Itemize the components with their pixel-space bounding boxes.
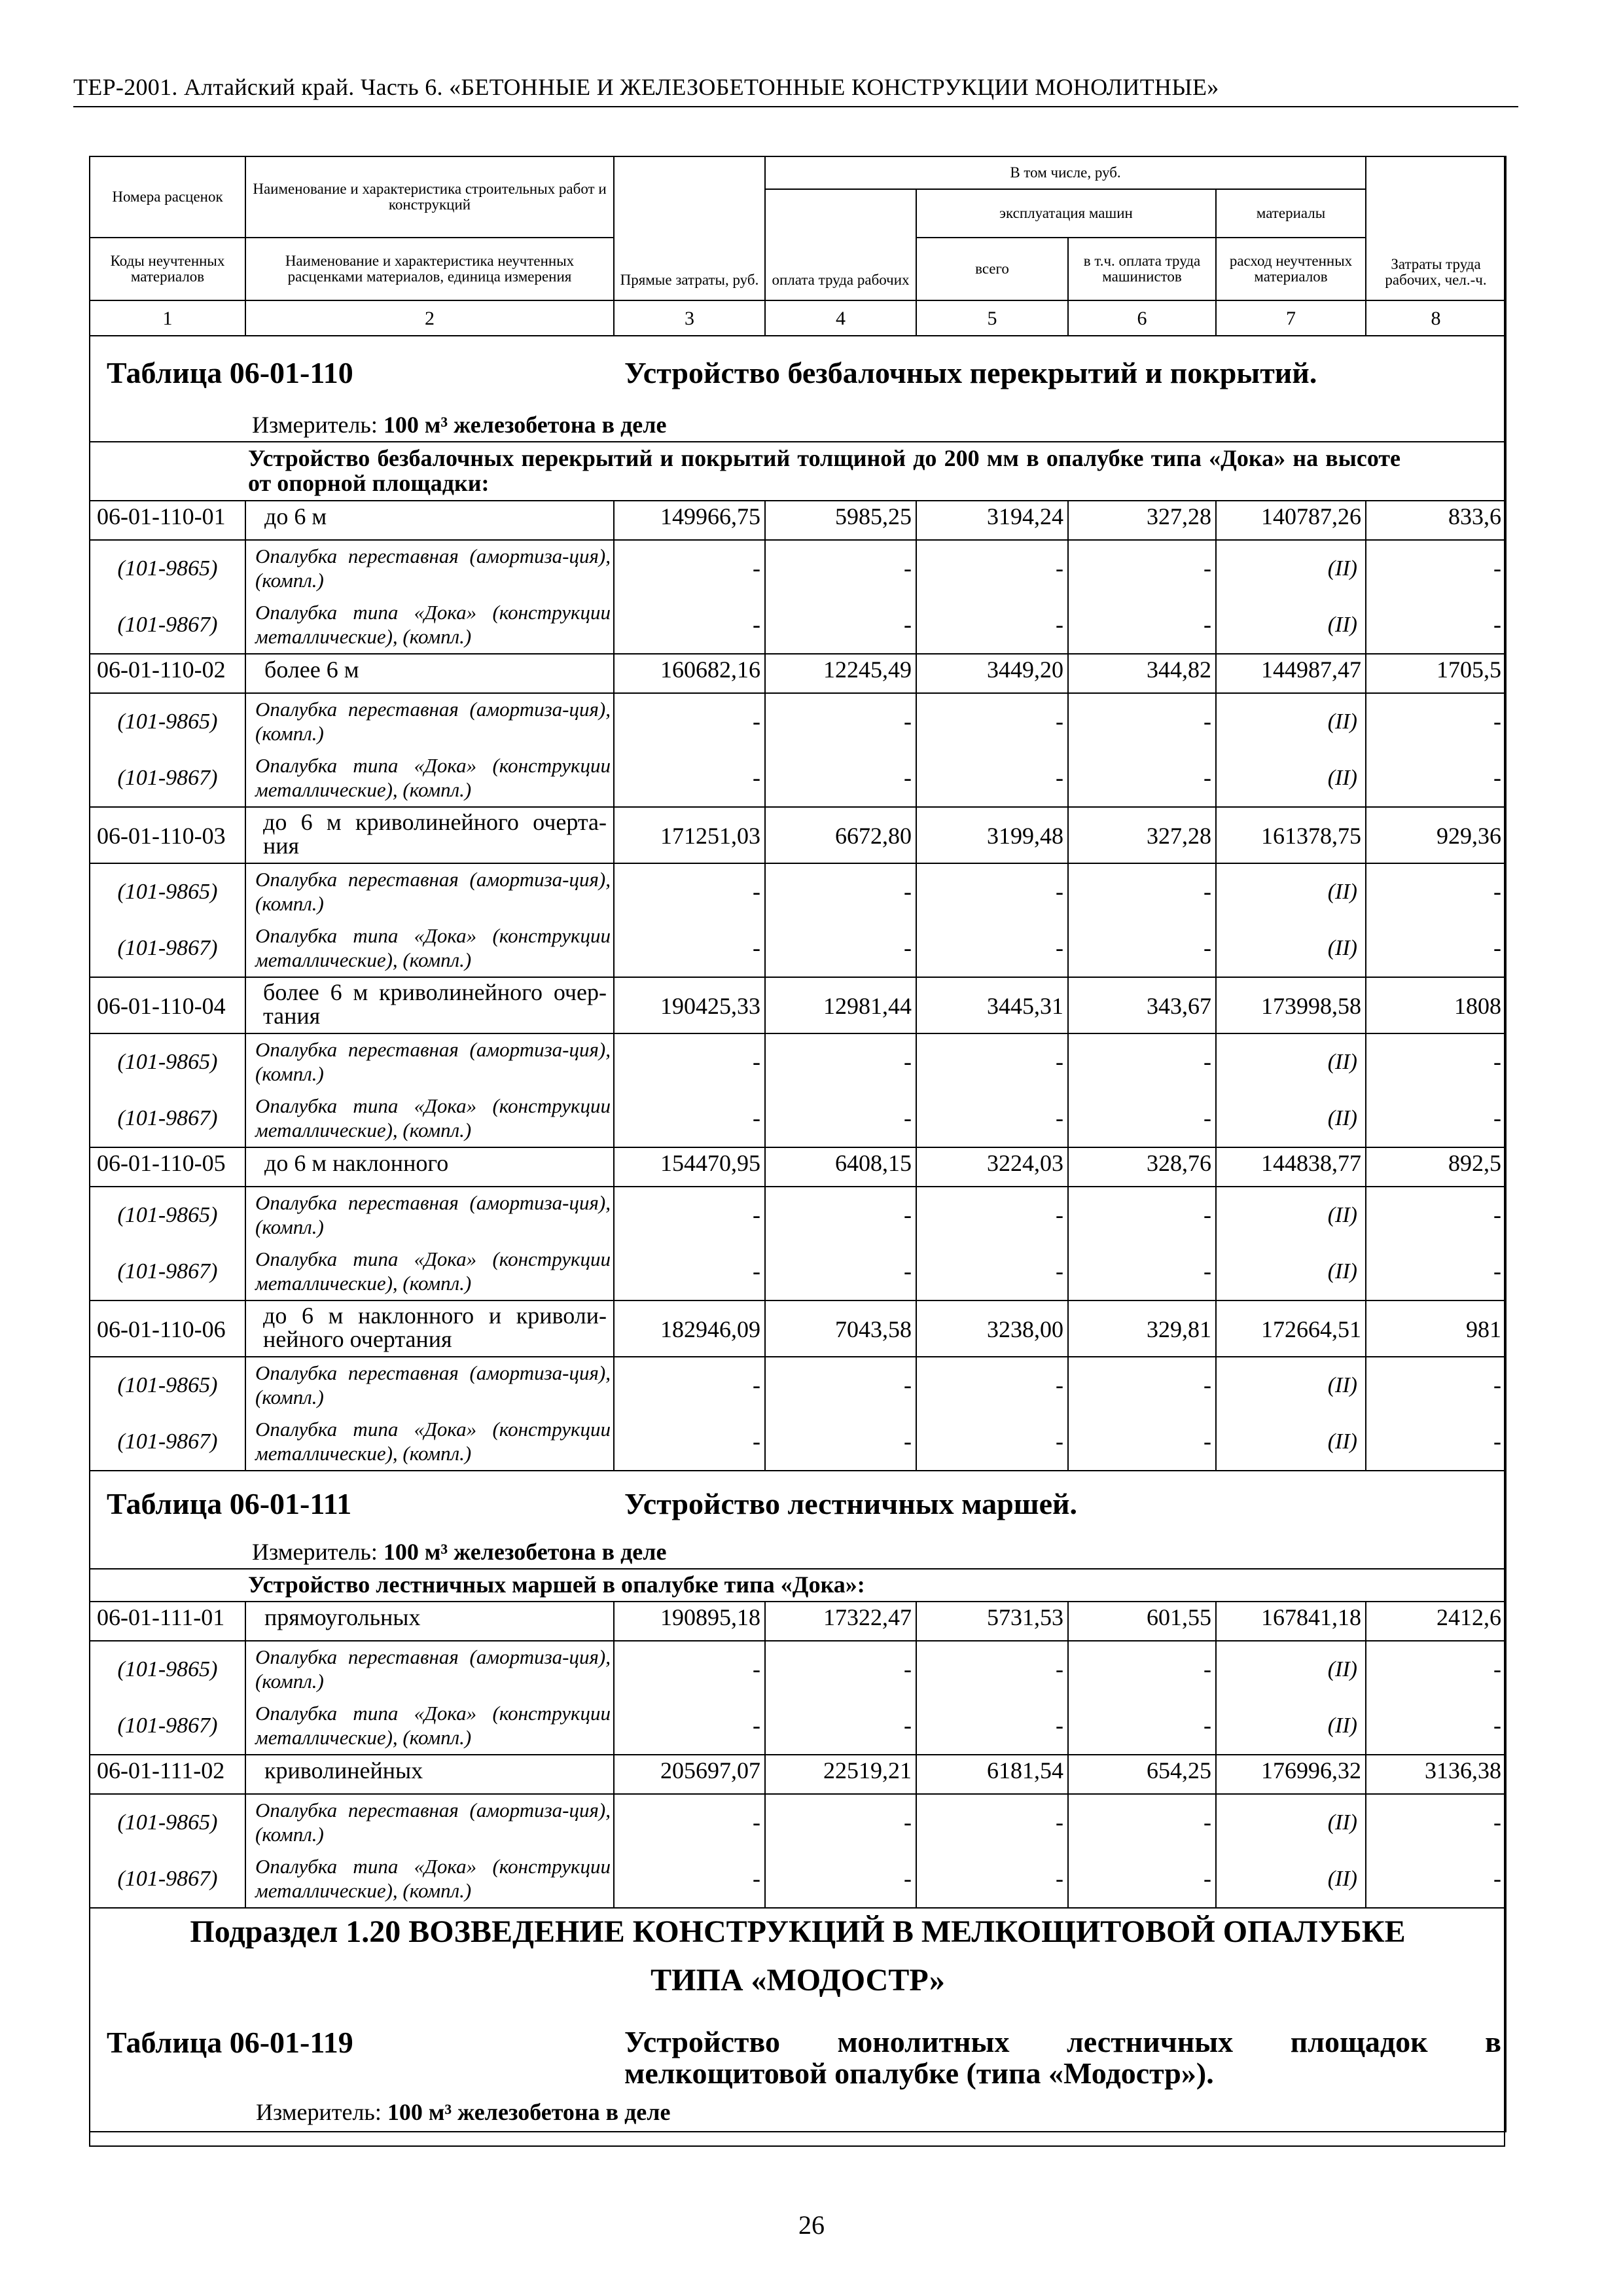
dash-cell: - xyxy=(1068,920,1216,977)
dash-cell: - xyxy=(614,1244,765,1300)
dash-cell: - xyxy=(765,1244,916,1300)
value-c5: 6181,54 xyxy=(916,1755,1068,1794)
dash-cell: - xyxy=(1366,1357,1506,1414)
dash-cell: - xyxy=(1366,1698,1506,1755)
dash-cell: - xyxy=(614,540,765,597)
value-c7: 167841,18 xyxy=(1216,1602,1366,1641)
value-c6: 327,28 xyxy=(1068,501,1216,540)
hdr-col2-bottom: Наименование и характеристика неучтенных расценками материалов, единица измерения xyxy=(245,238,614,300)
dash-cell: - xyxy=(1366,750,1506,807)
rate-code: 06-01-110-02 xyxy=(90,654,245,693)
dash-cell: - xyxy=(916,1698,1068,1755)
col-num: 7 xyxy=(1216,300,1366,336)
material-ii: (II) xyxy=(1216,1414,1366,1471)
hdr-col4: оплата труда рабочих xyxy=(765,189,916,300)
material-code: (101-9865) xyxy=(90,693,245,750)
value-c6: 344,82 xyxy=(1068,654,1216,693)
material-row xyxy=(90,540,1506,597)
value-c8: 892,5 xyxy=(1366,1147,1506,1187)
value-c3: 149966,75 xyxy=(614,501,765,540)
material-ii: (II) xyxy=(1216,597,1366,654)
dash-cell: - xyxy=(1366,1851,1506,1908)
dash-cell: - xyxy=(1068,1641,1216,1698)
material-code: (101-9865) xyxy=(90,863,245,920)
rates-table xyxy=(89,156,1507,2132)
dash-cell: - xyxy=(916,863,1068,920)
value-c4: 12981,44 xyxy=(765,977,916,1033)
subsection-title-line1: Подраздел 1.20 ВОЗВЕДЕНИЕ КОНСТРУКЦИЙ В МЕЛКОЩИТОВОЙ ОПАЛУБКЕ xyxy=(190,1914,1406,1949)
dash-cell: - xyxy=(614,1033,765,1090)
material-row xyxy=(90,1033,1506,1090)
value-c8: 929,36 xyxy=(1366,807,1506,863)
dash-cell: - xyxy=(1068,750,1216,807)
value-c6: 601,55 xyxy=(1068,1602,1216,1641)
dash-cell: - xyxy=(614,920,765,977)
dash-cell: - xyxy=(614,1698,765,1755)
dash-cell: - xyxy=(916,1794,1068,1851)
dash-cell: - xyxy=(765,1794,916,1851)
value-c4: 5985,25 xyxy=(765,501,916,540)
header-rule xyxy=(73,106,1518,107)
subsection-title-line2: ТИПА «МОДОСТР» xyxy=(651,1963,945,1998)
table-row xyxy=(90,807,1506,863)
table-111-measure-value: 100 м³ железобетона в деле xyxy=(383,1538,667,1565)
value-c8: 1808 xyxy=(1366,977,1506,1033)
hdr-machines: эксплуатация машин xyxy=(916,189,1216,238)
material-row xyxy=(90,1090,1506,1147)
value-c5: 3194,24 xyxy=(916,501,1068,540)
material-name: Опалубка типа «Дока» (конструкции металлические), (компл.) xyxy=(245,1414,614,1471)
dash-cell: - xyxy=(1068,1794,1216,1851)
material-name: Опалубка типа «Дока» (конструкции металлические), (компл.) xyxy=(245,1698,614,1755)
dash-cell: - xyxy=(765,1698,916,1755)
col-num: 1 xyxy=(90,300,245,336)
work-name: до 6 м криволинейного очерта-ния xyxy=(245,807,614,863)
material-code: (101-9867) xyxy=(90,1244,245,1300)
value-c5: 3199,48 xyxy=(916,807,1068,863)
material-name: Опалубка переставная (амортиза-ция), (компл.) xyxy=(245,693,614,750)
dash-cell: - xyxy=(765,1851,916,1908)
material-name: Опалубка переставная (амортиза-ция), (компл.) xyxy=(245,1187,614,1244)
dash-cell: - xyxy=(614,1851,765,1908)
dash-cell: - xyxy=(916,1244,1068,1300)
table-111-title: Таблица 06-01-111 xyxy=(107,1487,352,1520)
work-name: более 6 м xyxy=(245,654,614,693)
dash-cell: - xyxy=(1366,863,1506,920)
dash-cell: - xyxy=(614,1794,765,1851)
material-name: Опалубка типа «Дока» (конструкции металлические), (компл.) xyxy=(245,597,614,654)
value-c5: 5731,53 xyxy=(916,1602,1068,1641)
value-c4: 7043,58 xyxy=(765,1300,916,1357)
value-c4: 22519,21 xyxy=(765,1755,916,1794)
table-111-name: Устройство лестничных маршей. xyxy=(624,1487,1078,1520)
value-c4: 12245,49 xyxy=(765,654,916,693)
material-row xyxy=(90,1357,1506,1414)
material-row xyxy=(90,920,1506,977)
value-c3: 190425,33 xyxy=(614,977,765,1033)
material-code: (101-9865) xyxy=(90,1641,245,1698)
dash-cell: - xyxy=(1366,540,1506,597)
value-c3: 171251,03 xyxy=(614,807,765,863)
value-c6: 327,28 xyxy=(1068,807,1216,863)
dash-cell: - xyxy=(916,540,1068,597)
dash-cell: - xyxy=(765,693,916,750)
dash-cell: - xyxy=(765,920,916,977)
dash-cell: - xyxy=(916,1187,1068,1244)
table-row xyxy=(90,654,1506,693)
dash-cell: - xyxy=(1366,1033,1506,1090)
dash-cell: - xyxy=(1068,1187,1216,1244)
dash-cell: - xyxy=(765,540,916,597)
material-ii: (II) xyxy=(1216,1698,1366,1755)
dash-cell: - xyxy=(765,597,916,654)
material-ii: (II) xyxy=(1216,1794,1366,1851)
material-ii: (II) xyxy=(1216,1641,1366,1698)
material-ii: (II) xyxy=(1216,863,1366,920)
material-code: (101-9865) xyxy=(90,1357,245,1414)
value-c6: 654,25 xyxy=(1068,1755,1216,1794)
work-name: до 6 м наклонного и криволи-нейного очертания xyxy=(245,1300,614,1357)
col-num: 6 xyxy=(1068,300,1216,336)
value-c5: 3224,03 xyxy=(916,1147,1068,1187)
material-ii: (II) xyxy=(1216,1090,1366,1147)
material-name: Опалубка типа «Дока» (конструкции металлические), (компл.) xyxy=(245,920,614,977)
dash-cell: - xyxy=(765,1090,916,1147)
hdr-incl: В том числе, руб. xyxy=(765,156,1366,189)
material-ii: (II) xyxy=(1216,920,1366,977)
dash-cell: - xyxy=(1068,1357,1216,1414)
table-row xyxy=(90,1602,1506,1641)
work-name: до 6 м наклонного xyxy=(245,1147,614,1187)
value-c7: 144987,47 xyxy=(1216,654,1366,693)
value-c8: 3136,38 xyxy=(1366,1755,1506,1794)
value-c7: 173998,58 xyxy=(1216,977,1366,1033)
dash-cell: - xyxy=(614,1187,765,1244)
table-119-measure-label: Измеритель: xyxy=(256,2099,382,2125)
material-name: Опалубка переставная (амортиза-ция), (компл.) xyxy=(245,1641,614,1698)
value-c7: 140787,26 xyxy=(1216,501,1366,540)
col-num: 3 xyxy=(614,300,765,336)
material-ii: (II) xyxy=(1216,1033,1366,1090)
hdr-col1-bottom: Коды неучтенных материалов xyxy=(90,238,245,300)
material-ii: (II) xyxy=(1216,1244,1366,1300)
material-ii: (II) xyxy=(1216,750,1366,807)
dash-cell: - xyxy=(765,1641,916,1698)
work-name: прямоугольных xyxy=(245,1602,614,1641)
dash-cell: - xyxy=(614,693,765,750)
dash-cell: - xyxy=(1068,863,1216,920)
table-119-measure-value: 100 м³ железобетона в деле xyxy=(387,2099,671,2125)
material-ii: (II) xyxy=(1216,1851,1366,1908)
value-c8: 981 xyxy=(1366,1300,1506,1357)
dash-cell: - xyxy=(1366,1244,1506,1300)
value-c8: 2412,6 xyxy=(1366,1602,1506,1641)
material-code: (101-9867) xyxy=(90,597,245,654)
value-c5: 3445,31 xyxy=(916,977,1068,1033)
material-ii: (II) xyxy=(1216,1187,1366,1244)
material-name: Опалубка типа «Дока» (конструкции металлические), (компл.) xyxy=(245,1851,614,1908)
table-row xyxy=(90,1300,1506,1357)
hdr-col3: Прямые затраты, руб. xyxy=(614,156,765,300)
material-name: Опалубка переставная (амортиза-ция), (компл.) xyxy=(245,1794,614,1851)
table-row xyxy=(90,501,1506,540)
table-110-measure-value: 100 м³ железобетона в деле xyxy=(383,411,667,438)
material-name: Опалубка типа «Дока» (конструкции металлические), (компл.) xyxy=(245,750,614,807)
dash-cell: - xyxy=(1366,1187,1506,1244)
rate-code: 06-01-110-03 xyxy=(90,807,245,863)
value-c7: 176996,32 xyxy=(1216,1755,1366,1794)
hdr-col6: в т.ч. оплата труда машинистов xyxy=(1068,238,1216,300)
value-c3: 205697,07 xyxy=(614,1755,765,1794)
material-code: (101-9867) xyxy=(90,1414,245,1471)
material-name: Опалубка переставная (амортиза-ция), (компл.) xyxy=(245,1357,614,1414)
table-110-subhead: Устройство безбалочных перекрытий и покрытий толщиной до 200 мм в опалубке типа «Дока» на высоте от опорной площадки: xyxy=(248,445,1401,496)
table-110-name: Устройство безбалочных перекрытий и покрытий. xyxy=(624,356,1317,389)
value-c7: 144838,77 xyxy=(1216,1147,1366,1187)
dash-cell: - xyxy=(1068,1244,1216,1300)
rate-code: 06-01-110-06 xyxy=(90,1300,245,1357)
material-code: (101-9865) xyxy=(90,1794,245,1851)
hdr-col2-top: Наименование и характеристика строительных работ и конструкций xyxy=(245,156,614,238)
table-119-name: Устройство монолитных лестничных площадок в мелкощитовой опалубке (типа «Модостр»). xyxy=(624,2025,1501,2090)
rate-code: 06-01-110-01 xyxy=(90,501,245,540)
dash-cell: - xyxy=(614,1414,765,1471)
value-c5: 3449,20 xyxy=(916,654,1068,693)
dash-cell: - xyxy=(765,1414,916,1471)
dash-cell: - xyxy=(614,597,765,654)
table-119-title: Таблица 06-01-119 xyxy=(107,2026,353,2059)
material-code: (101-9865) xyxy=(90,540,245,597)
value-c3: 154470,95 xyxy=(614,1147,765,1187)
page-header: ТЕР-2001. Алтайский край. Часть 6. «БЕТОННЫЕ И ЖЕЛЕЗОБЕТОННЫЕ КОНСТРУКЦИИ МОНОЛИТНЫЕ» xyxy=(73,74,1219,100)
dash-cell: - xyxy=(1068,693,1216,750)
hdr-col8: Затраты труда рабочих, чел.-ч. xyxy=(1366,156,1506,300)
rate-code: 06-01-111-01 xyxy=(90,1602,245,1641)
material-row xyxy=(90,693,1506,750)
table-row xyxy=(90,1755,1506,1794)
dash-cell: - xyxy=(614,1641,765,1698)
dash-cell: - xyxy=(1068,1090,1216,1147)
value-c6: 329,81 xyxy=(1068,1300,1216,1357)
value-c8: 833,6 xyxy=(1366,501,1506,540)
table-row xyxy=(90,1147,1506,1187)
dash-cell: - xyxy=(765,1187,916,1244)
dash-cell: - xyxy=(1068,1414,1216,1471)
material-name: Опалубка переставная (амортиза-ция), (компл.) xyxy=(245,540,614,597)
material-code: (101-9867) xyxy=(90,920,245,977)
dash-cell: - xyxy=(765,863,916,920)
dash-cell: - xyxy=(916,1641,1068,1698)
value-c4: 17322,47 xyxy=(765,1602,916,1641)
material-name: Опалубка переставная (амортиза-ция), (компл.) xyxy=(245,863,614,920)
value-c3: 182946,09 xyxy=(614,1300,765,1357)
dash-cell: - xyxy=(1068,1033,1216,1090)
material-name: Опалубка переставная (амортиза-ция), (компл.) xyxy=(245,1033,614,1090)
material-row xyxy=(90,1187,1506,1244)
rate-code: 06-01-110-05 xyxy=(90,1147,245,1187)
dash-cell: - xyxy=(916,1414,1068,1471)
dash-cell: - xyxy=(765,1357,916,1414)
material-row xyxy=(90,1794,1506,1851)
table-110-measure-label: Измеритель: xyxy=(252,411,378,438)
hdr-col5: всего xyxy=(916,238,1068,300)
dash-cell: - xyxy=(916,1090,1068,1147)
material-code: (101-9867) xyxy=(90,750,245,807)
dash-cell: - xyxy=(1366,920,1506,977)
dash-cell: - xyxy=(916,1033,1068,1090)
dash-cell: - xyxy=(614,750,765,807)
table-111-measure-label: Измеритель: xyxy=(252,1538,378,1565)
col-num: 4 xyxy=(765,300,916,336)
hdr-col7: расход неучтенных материалов xyxy=(1216,238,1366,300)
col-num: 8 xyxy=(1366,300,1506,336)
material-row xyxy=(90,1851,1506,1908)
material-code: (101-9865) xyxy=(90,1187,245,1244)
dash-cell: - xyxy=(1366,1414,1506,1471)
material-ii: (II) xyxy=(1216,1357,1366,1414)
dash-cell: - xyxy=(765,750,916,807)
material-row xyxy=(90,1641,1506,1698)
material-row xyxy=(90,750,1506,807)
value-c3: 190895,18 xyxy=(614,1602,765,1641)
page-number: 26 xyxy=(798,2210,825,2240)
dash-cell: - xyxy=(1366,597,1506,654)
dash-cell: - xyxy=(614,863,765,920)
material-code: (101-9867) xyxy=(90,1090,245,1147)
dash-cell: - xyxy=(614,1090,765,1147)
dash-cell: - xyxy=(916,693,1068,750)
dash-cell: - xyxy=(916,597,1068,654)
table-row xyxy=(90,977,1506,1033)
dash-cell: - xyxy=(1068,540,1216,597)
dash-cell: - xyxy=(1068,597,1216,654)
value-c3: 160682,16 xyxy=(614,654,765,693)
dash-cell: - xyxy=(1366,693,1506,750)
value-c4: 6672,80 xyxy=(765,807,916,863)
value-c7: 161378,75 xyxy=(1216,807,1366,863)
value-c4: 6408,15 xyxy=(765,1147,916,1187)
value-c7: 172664,51 xyxy=(1216,1300,1366,1357)
dash-cell: - xyxy=(1366,1794,1506,1851)
table-111-subhead: Устройство лестничных маршей в опалубке типа «Дока»: xyxy=(248,1571,865,1598)
dash-cell: - xyxy=(916,1851,1068,1908)
dash-cell: - xyxy=(916,1357,1068,1414)
material-row xyxy=(90,1244,1506,1300)
work-name: до 6 м xyxy=(245,501,614,540)
dash-cell: - xyxy=(1366,1090,1506,1147)
dash-cell: - xyxy=(916,750,1068,807)
dash-cell: - xyxy=(1068,1851,1216,1908)
value-c5: 3238,00 xyxy=(916,1300,1068,1357)
rate-code: 06-01-110-04 xyxy=(90,977,245,1033)
dash-cell: - xyxy=(614,1357,765,1414)
material-row xyxy=(90,597,1506,654)
dash-cell: - xyxy=(765,1033,916,1090)
work-name: более 6 м криволинейного очер-тания xyxy=(245,977,614,1033)
material-code: (101-9867) xyxy=(90,1698,245,1755)
value-c8: 1705,5 xyxy=(1366,654,1506,693)
material-row xyxy=(90,1698,1506,1755)
hdr-col1-top: Номера расценок xyxy=(90,156,245,238)
rate-code: 06-01-111-02 xyxy=(90,1755,245,1794)
dash-cell: - xyxy=(1366,1641,1506,1698)
material-row xyxy=(90,1414,1506,1471)
material-name: Опалубка типа «Дока» (конструкции металлические), (компл.) xyxy=(245,1090,614,1147)
work-name: криволинейных xyxy=(245,1755,614,1794)
hdr-materials: материалы xyxy=(1216,189,1366,238)
material-code: (101-9867) xyxy=(90,1851,245,1908)
table-110-title: Таблица 06-01-110 xyxy=(107,356,353,389)
material-name: Опалубка типа «Дока» (конструкции металлические), (компл.) xyxy=(245,1244,614,1300)
material-ii: (II) xyxy=(1216,540,1366,597)
material-row xyxy=(90,863,1506,920)
dash-cell: - xyxy=(916,920,1068,977)
col-num: 5 xyxy=(916,300,1068,336)
material-ii: (II) xyxy=(1216,693,1366,750)
value-c6: 328,76 xyxy=(1068,1147,1216,1187)
dash-cell: - xyxy=(1068,1698,1216,1755)
material-code: (101-9865) xyxy=(90,1033,245,1090)
value-c6: 343,67 xyxy=(1068,977,1216,1033)
col-num: 2 xyxy=(245,300,614,336)
